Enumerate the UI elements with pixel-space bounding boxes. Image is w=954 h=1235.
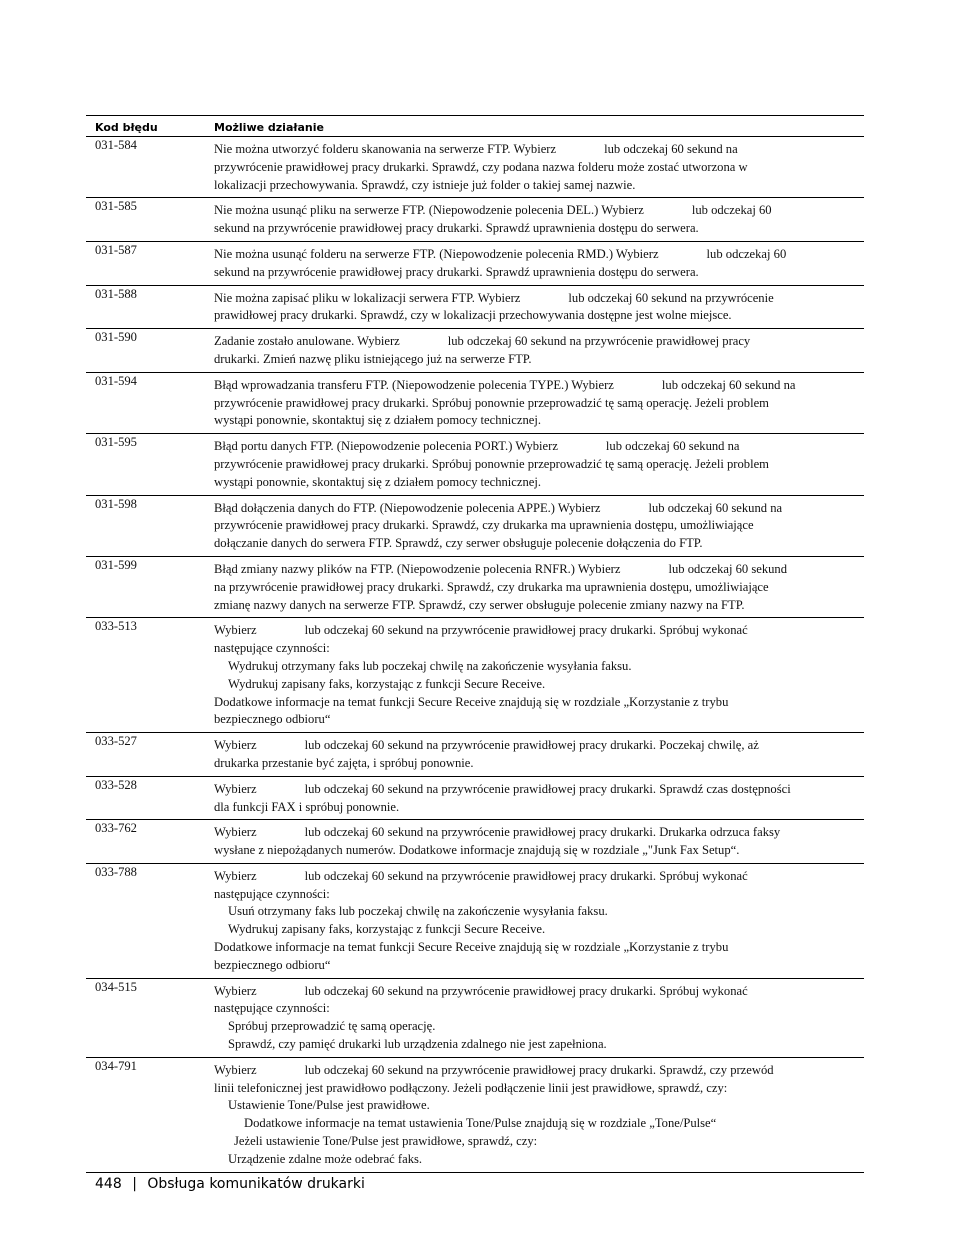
possible-action: [214, 495, 864, 556]
action-line: [214, 694, 858, 712]
action-text: Wybierz: [214, 825, 257, 840]
possible-action: [214, 733, 864, 777]
table-row: [86, 495, 864, 556]
action-line: [214, 377, 858, 395]
action-text: Usuń otrzymany faks lub poczekaj chwilę na zakończenie wysyłania faksu.: [228, 904, 608, 919]
action-text: dla funkcji FAX i spróbuj ponownie.: [214, 799, 400, 814]
error-code: 033-513: [86, 618, 214, 733]
header-error-code: Kod błędu: [86, 116, 214, 137]
action-text: Błąd dołączenia danych do FTP. (Niepowodzenie polecenia APPE.) Wybierz: [214, 500, 601, 515]
action-line: [214, 290, 858, 308]
action-line: [214, 983, 858, 1001]
action-line: [214, 939, 858, 957]
possible-action: [214, 137, 864, 198]
action-line: [214, 395, 858, 413]
table-row: [86, 329, 864, 373]
possible-action: [214, 372, 864, 433]
action-text: wysłane z niepożądanych numerów. Dodatkowe informacje znajdują się w rozdziale „"Junk Fax Setup“.: [214, 843, 740, 858]
action-text-continued: lub odczekaj 60 sekund na przywrócenie: [568, 290, 774, 305]
table-row: [86, 137, 864, 198]
action-text: Dodatkowe informacje na temat funkcji Secure Receive znajdują się w rozdziale „Korzystanie z trybu: [214, 694, 729, 709]
action-line: [214, 622, 858, 640]
action-text: prawidłowej pracy drukarki. Sprawdź, czy w lokalizacji przechowywania dostępne jest wolne miejsce.: [214, 308, 732, 323]
table-row: [86, 618, 864, 733]
possible-action: [214, 776, 864, 820]
action-text: na przywrócenie prawidłowej pracy drukarki. Sprawdź, czy drukarka ma uprawnienia dostępu, umożliwiające: [214, 579, 769, 594]
action-text: następujące czynności:: [214, 1001, 330, 1016]
action-text: zmianę nazwy danych na serwerze FTP. Sprawdź, czy serwer obsługuje polecenie zmiany nazwy na FTP.: [214, 597, 745, 612]
action-text: następujące czynności:: [214, 641, 330, 656]
action-text: przywrócenie prawidłowej pracy drukarki. Sprawdź, czy drukarka ma uprawnienia dostępu, umożliwiające: [214, 518, 754, 533]
table-body: [86, 137, 864, 1173]
action-line: [214, 500, 858, 518]
table-row: [86, 820, 864, 864]
action-text: bezpiecznego odbioru“: [214, 957, 331, 972]
action-text: dołączanie danych do serwera FTP. Sprawdź, czy serwer obsługuje polecenie dołączenia do FTP.: [214, 536, 703, 551]
possible-action: [214, 556, 864, 617]
action-line: [214, 676, 858, 694]
action-line: [214, 1018, 858, 1036]
action-text: sekund na przywrócenie prawidłowej pracy drukarki. Sprawdź uprawnienia dostępu do serwera.: [214, 264, 699, 279]
action-line: [214, 220, 858, 238]
table-row: [86, 556, 864, 617]
action-text: Wydrukuj otrzymany faks lub poczekaj chwilę na zakończenie wysyłania faksu.: [228, 658, 632, 673]
error-code: 033-788: [86, 863, 214, 978]
action-text: Sprawdź, czy pamięć drukarki lub urządzenia zdalnego nie jest zapełniona.: [228, 1037, 607, 1052]
action-text: drukarka przestanie być zajęta, i spróbuj ponownie.: [214, 755, 474, 770]
action-line: [214, 1036, 858, 1054]
action-line: [214, 351, 858, 369]
header-possible-action: Możliwe działanie: [214, 116, 864, 137]
action-text: Błąd zmiany nazwy plików na FTP. (Niepowodzenie polecenia RNFR.) Wybierz: [214, 561, 621, 576]
action-text: Wybierz: [214, 868, 257, 883]
error-code-table: [86, 115, 864, 1173]
action-text: Nie można zapisać pliku w lokalizacji serwera FTP. Wybierz: [214, 290, 521, 305]
possible-action: [214, 863, 864, 978]
action-text-continued: lub odczekaj 60: [691, 203, 772, 218]
table-row: [86, 241, 864, 285]
action-line: [214, 711, 858, 729]
action-text: przywrócenie prawidłowej pracy drukarki. Sprawdź, czy podana nazwa folderu może zostać utworzona w: [214, 159, 748, 174]
action-text: wystąpi ponownie, skontaktuj się z działem pomocy technicznej.: [214, 413, 542, 428]
action-line: [214, 781, 858, 799]
action-line: [214, 1151, 858, 1169]
action-line: [214, 903, 858, 921]
action-text-continued: lub odczekaj 60 sekund na: [604, 142, 738, 156]
action-text: Jeżeli ustawienie Tone/Pulse jest prawidłowe, sprawdź, czy:: [234, 1134, 538, 1149]
possible-action: [214, 820, 864, 864]
action-text: Wydrukuj zapisany faks, korzystając z funkcji Secure Receive.: [228, 922, 546, 937]
action-text-continued: lub odczekaj 60 sekund na przywrócenie prawidłowej pracy drukarki. Spróbuj wykonać: [304, 983, 748, 998]
action-text: Spróbuj przeprowadzić tę samą operację.: [228, 1019, 436, 1034]
action-text-continued: lub odczekaj 60 sekund na przywrócenie prawidłowej pracy: [447, 334, 751, 349]
action-line: [214, 141, 858, 159]
action-line: [214, 246, 858, 264]
action-line: [214, 799, 858, 817]
section-title: Obsługa komunikatów drukarki: [147, 1176, 365, 1192]
page-number: 448: [95, 1176, 122, 1192]
action-text: Wybierz: [214, 1062, 257, 1077]
action-line: [214, 438, 858, 456]
action-text: Wybierz: [214, 983, 257, 998]
action-line: [214, 737, 858, 755]
action-line: [214, 474, 858, 492]
action-text-continued: lub odczekaj 60 sekund na: [605, 439, 740, 454]
action-text: Błąd wprowadzania transferu FTP. (Niepowodzenie polecenia TYPE.) Wybierz: [214, 377, 614, 392]
possible-action: [214, 434, 864, 495]
action-line: [214, 1080, 858, 1098]
action-line: [214, 333, 858, 351]
action-text: Wydrukuj zapisany faks, korzystając z funkcji Secure Receive.: [228, 676, 546, 691]
page-footer: [95, 1176, 365, 1192]
action-text: Wybierz: [214, 738, 257, 753]
error-code: 033-762: [86, 820, 214, 864]
action-text-continued: lub odczekaj 60 sekund na przywrócenie prawidłowej pracy drukarki. Sprawdź, czy przewód: [304, 1062, 774, 1077]
action-line: [214, 921, 858, 939]
action-line: [214, 579, 858, 597]
action-text: Zadanie zostało anulowane. Wybierz: [214, 334, 400, 349]
action-text: Nie można utworzyć folderu skanowania na serwerze FTP. Wybierz: [214, 142, 557, 156]
action-text: Dodatkowe informacje na temat ustawienia Tone/Pulse znajdują się w rozdziale „Tone/Pulse“: [244, 1116, 717, 1131]
error-code: 033-528: [86, 776, 214, 820]
action-line: [214, 755, 858, 773]
error-code: 034-515: [86, 978, 214, 1057]
action-line: [214, 535, 858, 553]
error-code: 031-599: [86, 556, 214, 617]
action-line: [214, 1062, 858, 1080]
action-text: lokalizacji przechowywania. Sprawdź, czy istnieje już folder o takiej samej nazwie.: [214, 177, 636, 192]
action-line: [214, 824, 858, 842]
action-line: [214, 1097, 858, 1115]
error-code: 034-791: [86, 1057, 214, 1172]
action-line: [214, 456, 858, 474]
action-text: wystąpi ponownie, skontaktuj się z działem pomocy technicznej.: [214, 474, 542, 489]
table-row: [86, 776, 864, 820]
possible-action: [214, 198, 864, 242]
action-text-continued: lub odczekaj 60 sekund na: [648, 500, 783, 515]
possible-action: [214, 241, 864, 285]
error-code: 031-590: [86, 329, 214, 373]
action-text: Wybierz: [214, 623, 257, 638]
action-text-continued: lub odczekaj 60 sekund: [668, 561, 788, 576]
action-line: [214, 159, 858, 177]
action-line: [214, 561, 858, 579]
table-header-row: [86, 116, 864, 137]
error-code: 031-588: [86, 285, 214, 329]
action-text-continued: lub odczekaj 60 sekund na: [661, 377, 796, 392]
action-line: [214, 1000, 858, 1018]
action-line: [214, 957, 858, 975]
error-code: 031-595: [86, 434, 214, 495]
action-line: [214, 640, 858, 658]
error-code: 031-598: [86, 495, 214, 556]
action-line: [214, 517, 858, 535]
action-text: następujące czynności:: [214, 886, 330, 901]
table-row: [86, 434, 864, 495]
error-code: 031-594: [86, 372, 214, 433]
action-text-continued: lub odczekaj 60 sekund na przywrócenie prawidłowej pracy drukarki. Drukarka odrzuca faksy: [304, 825, 781, 840]
action-text: bezpiecznego odbioru“: [214, 712, 331, 727]
action-line: [214, 177, 858, 195]
action-text: Nie można usunąć folderu na serwerze FTP. (Niepowodzenie polecenia RMD.) Wybierz: [214, 246, 659, 261]
action-line: [214, 307, 858, 325]
error-code: 031-584: [86, 137, 214, 198]
action-text: Dodatkowe informacje na temat funkcji Secure Receive znajdują się w rozdziale „Korzystanie z trybu: [214, 940, 729, 955]
table-row: [86, 372, 864, 433]
action-text-continued: lub odczekaj 60 sekund na przywrócenie prawidłowej pracy drukarki. Poczekaj chwilę, aż: [304, 738, 759, 753]
action-line: [214, 202, 858, 220]
footer-separator: |: [132, 1176, 137, 1192]
possible-action: [214, 285, 864, 329]
table-row: [86, 733, 864, 777]
table-row: [86, 198, 864, 242]
action-text-continued: lub odczekaj 60 sekund na przywrócenie prawidłowej pracy drukarki. Sprawdź czas dostępności: [304, 781, 791, 796]
table-row: [86, 978, 864, 1057]
action-line: [214, 412, 858, 430]
action-line: [214, 597, 858, 615]
action-text-continued: lub odczekaj 60: [706, 246, 787, 261]
action-text: linii telefonicznej jest prawidłowo podłączony. Jeżeli podłączenie linii jest prawidłowe, sprawdź, czy:: [214, 1080, 728, 1095]
possible-action: [214, 618, 864, 733]
action-line: [214, 842, 858, 860]
action-line: [214, 1133, 858, 1151]
action-text: Wybierz: [214, 781, 257, 796]
possible-action: [214, 1057, 864, 1172]
action-line: [214, 264, 858, 282]
action-text: Nie można usunąć pliku na serwerze FTP. (Niepowodzenie polecenia DEL.) Wybierz: [214, 203, 644, 218]
action-text-continued: lub odczekaj 60 sekund na przywrócenie prawidłowej pracy drukarki. Spróbuj wykonać: [304, 623, 748, 638]
error-code: 031-587: [86, 241, 214, 285]
table-row: [86, 285, 864, 329]
action-text: Ustawienie Tone/Pulse jest prawidłowe.: [228, 1098, 430, 1113]
action-text: Urządzenie zdalne może odebrać faks.: [228, 1151, 423, 1166]
action-line: [214, 886, 858, 904]
possible-action: [214, 329, 864, 373]
action-text: sekund na przywrócenie prawidłowej pracy drukarki. Sprawdź uprawnienia dostępu do serwera.: [214, 221, 699, 236]
action-text: Błąd portu danych FTP. (Niepowodzenie polecenia PORT.) Wybierz: [214, 439, 558, 454]
action-text: przywrócenie prawidłowej pracy drukarki. Spróbuj ponownie przeprowadzić tę samą operację. Jeżeli problem: [214, 456, 769, 471]
error-code: 033-527: [86, 733, 214, 777]
action-line: [214, 868, 858, 886]
error-code: 031-585: [86, 198, 214, 242]
action-text: drukarki. Zmień nazwę pliku istniejącego już na serwerze FTP.: [214, 351, 532, 366]
action-text: przywrócenie prawidłowej pracy drukarki. Spróbuj ponownie przeprowadzić tę samą operację. Jeżeli problem: [214, 395, 769, 410]
action-text-continued: lub odczekaj 60 sekund na przywrócenie prawidłowej pracy drukarki. Spróbuj wykonać: [304, 868, 748, 883]
table-row: [86, 1057, 864, 1172]
table-row: [86, 863, 864, 978]
action-line: [214, 658, 858, 676]
possible-action: [214, 978, 864, 1057]
action-line: [214, 1115, 858, 1133]
